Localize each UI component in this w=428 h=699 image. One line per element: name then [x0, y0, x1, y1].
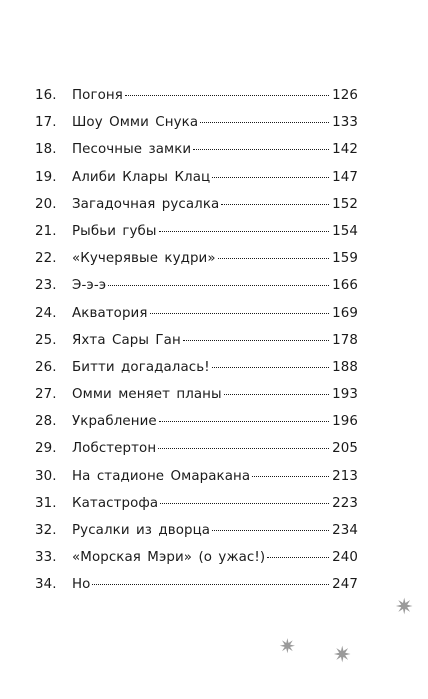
- toc-entry-28: [35, 414, 358, 441]
- chapter-number: 20.: [35, 196, 57, 212]
- chapter-number: 23.: [35, 278, 57, 294]
- chapter-title: На стадионе Омаракана: [72, 468, 251, 484]
- chapter-title: Катастрофа: [72, 495, 159, 511]
- dot-leader: [159, 421, 329, 422]
- page-number: 166: [332, 278, 358, 294]
- chapter-title: Загадочная русалка: [72, 196, 220, 212]
- page-number: 247: [332, 577, 358, 593]
- page-number: 169: [332, 305, 358, 321]
- star-icon: ✷: [333, 643, 352, 668]
- dot-leader: [183, 340, 329, 341]
- chapter-title: Но: [72, 577, 91, 593]
- dot-leader: [125, 95, 329, 96]
- chapter-title: Рыбьи губы: [72, 223, 157, 239]
- chapter-number: 30.: [35, 468, 57, 484]
- dot-leader: [252, 476, 329, 477]
- chapter-title: Лобстертон: [72, 441, 157, 457]
- page-number: 193: [332, 387, 358, 403]
- toc-entry-20: [35, 197, 358, 224]
- chapter-number: 18.: [35, 142, 57, 158]
- page-number: 126: [332, 88, 358, 103]
- chapter-title: Песочные замки: [72, 142, 192, 158]
- dot-leader: [218, 258, 329, 259]
- dot-leader: [92, 584, 329, 585]
- toc-entry-24: [35, 306, 358, 333]
- chapter-title: Погоня: [72, 88, 123, 103]
- dot-leader: [193, 149, 329, 150]
- chapter-number: 29.: [35, 441, 57, 457]
- star-icon: ✷: [395, 595, 414, 620]
- dot-leader: [159, 231, 329, 232]
- page-number: 188: [332, 359, 358, 375]
- dot-leader: [267, 557, 329, 558]
- toc-entry-16: [35, 88, 358, 115]
- chapter-number: 19.: [35, 169, 57, 185]
- dot-leader: [160, 503, 329, 504]
- chapter-number: 28.: [35, 414, 57, 430]
- chapter-number: 26.: [35, 359, 57, 375]
- chapter-number: 16.: [35, 88, 57, 103]
- chapter-title: Акватория: [72, 305, 148, 321]
- toc-entry-22: [35, 251, 358, 278]
- chapter-title: Омми меняет планы: [72, 387, 222, 403]
- page-number: 234: [332, 523, 358, 538]
- chapter-number: 32.: [35, 523, 57, 538]
- page-number: 154: [332, 223, 358, 239]
- dot-leader: [150, 313, 330, 314]
- dot-leader: [158, 448, 329, 449]
- chapter-title: «Кучерявые кудри»: [72, 251, 216, 267]
- page-number: 213: [332, 468, 358, 484]
- page-number: 223: [332, 495, 358, 511]
- toc-entry-32: [35, 523, 358, 550]
- chapter-number: 24.: [35, 305, 57, 321]
- page-number: 178: [332, 332, 358, 348]
- toc-entry-18: [35, 142, 358, 169]
- chapter-number: 17.: [35, 115, 57, 131]
- chapter-number: 22.: [35, 251, 57, 267]
- chapter-number: 21.: [35, 223, 57, 239]
- toc-entry-27: [35, 387, 358, 414]
- toc-entry-23: [35, 278, 358, 305]
- dot-leader: [212, 177, 329, 178]
- toc-entry-21: [35, 224, 358, 251]
- dot-leader: [212, 530, 329, 531]
- toc-entry-17: [35, 115, 358, 142]
- chapter-title: Украбление: [72, 414, 157, 430]
- toc-entry-19: [35, 170, 358, 197]
- dot-leader: [108, 285, 329, 286]
- table-of-contents: [35, 88, 358, 605]
- page-number: 142: [332, 142, 358, 158]
- toc-entry-25: [35, 333, 358, 360]
- chapter-title: Русалки из дворца: [72, 523, 211, 538]
- chapter-number: 27.: [35, 387, 57, 403]
- chapter-title: Алиби Клары Клац: [72, 169, 211, 185]
- toc-entry-30: [35, 469, 358, 496]
- chapter-title: «Морская Мэри» (о ужас!): [72, 550, 266, 566]
- chapter-number: 25.: [35, 332, 57, 348]
- toc-entry-34: [35, 577, 358, 604]
- chapter-number: 31.: [35, 495, 57, 511]
- chapter-title: Битти догадалась!: [72, 359, 210, 375]
- dot-leader: [200, 122, 329, 123]
- toc-entry-29: [35, 441, 358, 468]
- dot-leader: [224, 394, 329, 395]
- page-number: 133: [332, 115, 358, 131]
- page-number: 205: [332, 441, 358, 457]
- toc-entry-33: [35, 550, 358, 577]
- page-number: 152: [332, 196, 358, 212]
- star-icon: ✷: [279, 634, 296, 658]
- page-number: 196: [332, 414, 358, 430]
- page-number: 159: [332, 251, 358, 267]
- dot-leader: [221, 204, 329, 205]
- chapter-title: Яхта Сары Ган: [72, 332, 181, 348]
- dot-leader: [212, 367, 329, 368]
- chapter-number: 33.: [35, 550, 57, 566]
- chapter-title: Шоу Омми Снука: [72, 115, 199, 131]
- toc-entry-26: [35, 360, 358, 387]
- page-number: 240: [332, 550, 358, 566]
- chapter-number: 34.: [35, 577, 57, 593]
- toc-entry-31: [35, 496, 358, 523]
- chapter-title: Э-э-э: [72, 278, 107, 294]
- page-number: 147: [332, 169, 358, 185]
